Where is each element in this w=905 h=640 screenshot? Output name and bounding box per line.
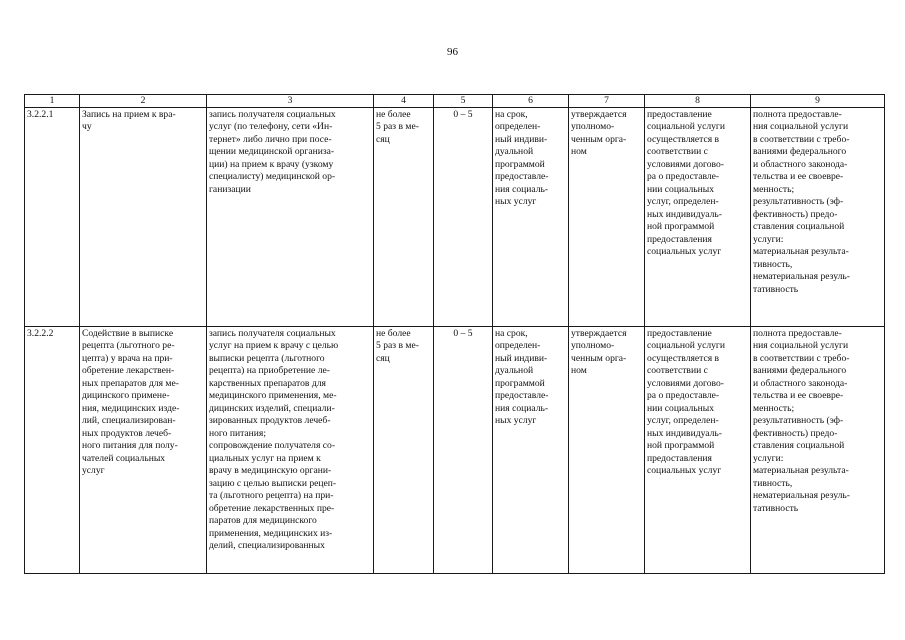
column-header-6: 6 bbox=[493, 95, 569, 108]
page-number: 96 bbox=[447, 46, 458, 58]
service-tariff: утверждается уполномо- ченным орга- ном bbox=[569, 108, 645, 327]
column-header-3: 3 bbox=[207, 95, 374, 108]
service-tariff: утверждается уполномо- ченным орга- ном bbox=[569, 327, 645, 574]
column-header-7: 7 bbox=[569, 95, 645, 108]
table-header-row bbox=[25, 95, 885, 108]
column-header-8: 8 bbox=[645, 95, 751, 108]
service-volume: 0 – 5 bbox=[434, 327, 493, 574]
service-quality-indicators: полнота предоставле- ния социальной услуги в соответствии с требо- ваниями федерального и областного законода- тельства и ее своевре- менность; результативность (эф- фективность) предо- ставления социальной услуги: материальная результа- тивность, нематериальная резуль- тативность bbox=[751, 327, 885, 574]
service-number: 3.2.2.2 bbox=[25, 327, 80, 574]
table-row bbox=[25, 108, 885, 327]
service-description: запись получателя социальных услуг на прием к врачу с целью выписки рецепта (льготного рецепта) на приобретение ле- карственных препаратов для медицинского применения, ме- дицинских изделий, специали- зированных продуктов лечеб- ного питания; сопровождение получателя со- циальных услуг на прием к врачу в медицинскую органи- зацию с целью выписки рецеп- та (льготного рецепта) на при- обретение лекарственных пре- паратов для медицинского применения, медицинских из- делий, специализированных bbox=[207, 327, 374, 574]
service-quality-indicators: полнота предоставле- ния социальной услуги в соответствии с требо- ваниями федерального и областного законода- тельства и ее своевре- менность; результативность (эф- фективность) предо- ставления социальной услуги: материальная результа- тивность, нематериальная резуль- тативность bbox=[751, 108, 885, 327]
service-volume: 0 – 5 bbox=[434, 108, 493, 327]
column-header-2: 2 bbox=[80, 95, 207, 108]
service-term: на срок, определен- ный индиви- дуальной программой предоставле- ния социаль- ных услуг bbox=[493, 327, 569, 574]
column-header-1: 1 bbox=[25, 95, 80, 108]
table-row bbox=[25, 327, 885, 574]
service-frequency: не более 5 раз в ме- сяц bbox=[374, 108, 434, 327]
services-table bbox=[24, 94, 885, 574]
service-term: на срок, определен- ный индиви- дуальной программой предоставле- ния социаль- ных услуг bbox=[493, 108, 569, 327]
column-header-5: 5 bbox=[434, 95, 493, 108]
service-conditions: предоставление социальной услуги осуществляется в соответствии с условиями догово- ра о предоставле- нии социальных услуг, определен- ных индивидуаль- ной программой предоставления социальных услуг bbox=[645, 108, 751, 327]
column-header-4: 4 bbox=[374, 95, 434, 108]
service-name: Запись на прием к вра- чу bbox=[80, 108, 207, 327]
service-frequency: не более 5 раз в ме- сяц bbox=[374, 327, 434, 574]
column-header-9: 9 bbox=[751, 95, 885, 108]
service-number: 3.2.2.1 bbox=[25, 108, 80, 327]
service-description: запись получателя социальных услуг (по телефону, сети «Ин- тернет» либо лично при посе- щении медицинской организа- ции) на прием к врачу (узкому специалисту) медицинской ор- ганизации bbox=[207, 108, 374, 327]
service-name: Содействие в выписке рецепта (льготного ре- цепта) у врача на при- обретение лекарствен- ных препаратов для ме- дицинского примене- ния, медицинских изде- лий, специализирован- ных продуктов лечеб- ного питания для полу- чателей социальных услуг bbox=[80, 327, 207, 574]
service-conditions: предоставление социальной услуги осуществляется в соответствии с условиями догово- ра о предоставле- нии социальных услуг, определен- ных индивидуаль- ной программой предоставления социальных услуг bbox=[645, 327, 751, 574]
